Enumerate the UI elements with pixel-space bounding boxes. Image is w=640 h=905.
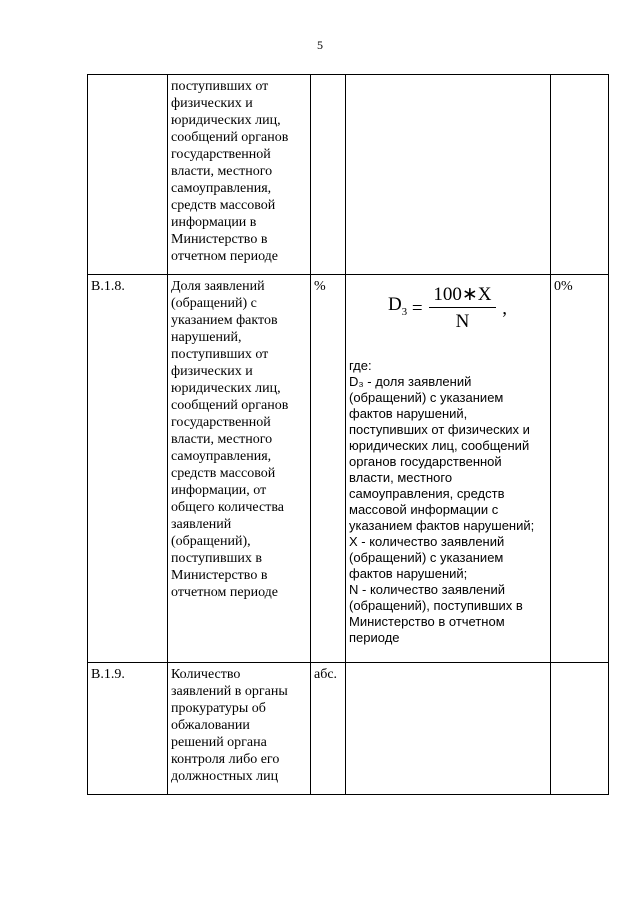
indicator-unit: абс.: [311, 663, 346, 795]
table-row: [88, 663, 609, 795]
indicator-name: Количество заявлений в органы прокуратуры об обжаловании решений органа контроля либо его должностных лиц: [168, 663, 311, 795]
indicator-value: [551, 75, 609, 275]
formula-denominator: N: [455, 311, 470, 332]
indicator-method: [346, 275, 551, 663]
indicator-unit: [311, 75, 346, 275]
page-number: 5: [317, 38, 323, 52]
indicator-value: 0%: [551, 275, 609, 663]
formula-numerator: 100∗X: [429, 284, 495, 308]
indicator-code: [88, 75, 168, 275]
indicator-code: В.1.9.: [88, 663, 168, 795]
formula-fraction: [429, 284, 495, 332]
indicator-name: Доля заявлений (обращений) с указанием фактов нарушений, поступивших от физических и юридических лиц, сообщений органов государственной власти, местного самоуправления, средств массовой информации, от общего количества заявлений (обращений), поступивших в Министерство в отчетном периоде: [168, 275, 311, 663]
table-row: [88, 75, 609, 275]
table-row: [88, 275, 609, 663]
formula-lhs: $D_3$: [387, 293, 408, 318]
formula-description: где: D₃ - доля заявлений (обращений) с указанием фактов нарушений, поступивших от физических и юридических лиц, сообщений органов государственной власти, местного самоуправления, средств массовой информации с указанием фактов нарушений; X - количество заявлений (обращений) с указанием фактов нарушений; N - количество заявлений (обращений), поступивших в Министерство в отчетном периоде: [349, 358, 535, 645]
formula-trail: ,: [502, 297, 508, 319]
indicator-value: [551, 663, 609, 795]
formula-equals: =: [411, 297, 423, 319]
indicator-name: поступивших от физических и юридических лиц, сообщений органов государственной власти, местного самоуправления, средств массовой информации в Министерство в отчетном периоде: [168, 75, 311, 275]
indicator-code: В.1.8.: [88, 275, 168, 663]
indicator-method: [346, 75, 551, 275]
indicator-method: [346, 663, 551, 795]
indicator-table: [87, 74, 609, 795]
indicator-unit: %: [311, 275, 346, 663]
formula: [349, 284, 546, 332]
